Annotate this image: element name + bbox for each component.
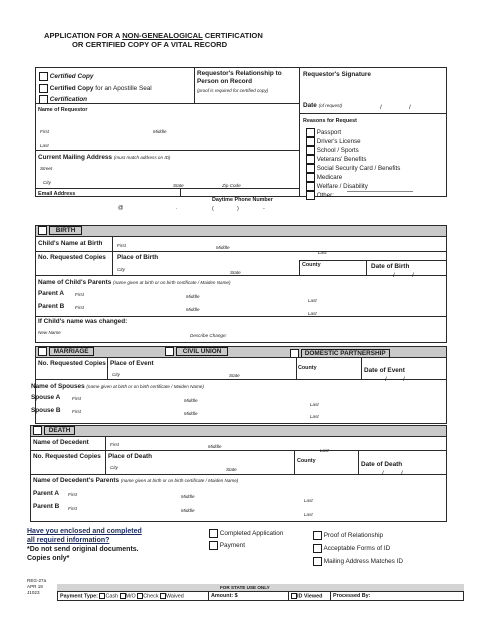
date-of-request: Date (of request) bbox=[303, 102, 343, 109]
birth-county-label: County bbox=[302, 262, 321, 268]
birth-city: City bbox=[117, 267, 125, 272]
name-changed-label: If Child's name was changed: bbox=[38, 318, 128, 325]
city-label: City bbox=[43, 180, 51, 185]
phone-open: ( bbox=[212, 206, 214, 212]
birth-parent-b-label: Parent B bbox=[38, 303, 65, 310]
marriage-county-label: County bbox=[298, 365, 317, 371]
state-use-label: FOR STATE USE ONLY bbox=[220, 585, 270, 590]
reason-welfare[interactable]: Welfare / Disability bbox=[306, 182, 400, 191]
option-certified-copy-apostille[interactable]: Certified Copy for an Apostille Seal bbox=[39, 84, 152, 93]
birth-num-copies-label: No. Requested Copies bbox=[38, 254, 106, 261]
date-of-death-label: Date of Death bbox=[361, 461, 403, 468]
birth-first: First bbox=[117, 243, 126, 248]
describe-change-label: Describe Change: bbox=[190, 333, 227, 338]
title-line1-suffix: CERTIFICATION bbox=[202, 31, 263, 40]
phone-dash: - bbox=[263, 206, 265, 212]
zip-label: Zip Code bbox=[222, 183, 241, 188]
processed-by-label: Processed By: bbox=[333, 593, 371, 599]
certification-checkbox[interactable] bbox=[39, 95, 48, 104]
reasons-label: Reasons for Request bbox=[303, 118, 357, 124]
email-at: @ bbox=[118, 205, 124, 211]
reason-medicare[interactable]: Medicare bbox=[306, 173, 400, 182]
birth-parents-label: Name of Child's Parents (name given at birth or on birth certificate / Maiden Name) bbox=[38, 279, 231, 286]
death-checkbox[interactable] bbox=[33, 426, 42, 435]
date-sep-1: / bbox=[380, 104, 382, 111]
childs-name-label: Child's Name at Birth bbox=[38, 240, 103, 247]
check-mailing-matches[interactable]: Mailing Address Matches ID bbox=[313, 557, 403, 566]
marriage-checkbox[interactable] bbox=[38, 347, 47, 356]
amount-label: Amount: $ bbox=[211, 593, 238, 599]
checklist-question: Have you enclosed and completed all required information? *Do not send original documents. Copies only* bbox=[27, 528, 142, 562]
check-proof-relationship[interactable]: Proof of Relationship bbox=[313, 531, 383, 540]
form-title bbox=[44, 31, 263, 40]
form-subtitle: OR CERTIFIED COPY OF A VITAL RECORD bbox=[72, 40, 228, 49]
signature-label: Requestor's Signature bbox=[303, 71, 371, 78]
civil-union-header[interactable]: CIVIL UNION bbox=[165, 347, 228, 356]
decedent-name-label: Name of Decedent bbox=[33, 439, 89, 446]
birth-checkbox[interactable] bbox=[38, 226, 47, 235]
email-dot: . bbox=[176, 205, 178, 211]
decedent-parents-label: Name of Decedent's Parents (name given at birth or on birth certificate / Maiden Name) bbox=[33, 477, 239, 484]
date-of-birth-label: Date of Birth bbox=[371, 263, 410, 270]
reason-school-sports[interactable]: School / Sports bbox=[306, 146, 400, 155]
place-of-event-label: Place of Event bbox=[110, 360, 154, 367]
date-of-event-label: Date of Event bbox=[364, 367, 405, 374]
death-num-copies-label: No. Requested Copies bbox=[33, 453, 101, 460]
reason-social-security[interactable]: Social Security Card / Benefits bbox=[306, 164, 400, 173]
apostille-checkbox[interactable] bbox=[39, 84, 48, 93]
payment-type: Payment Type: Cash M/O Check Waived bbox=[60, 593, 184, 600]
reason-other[interactable]: Other: bbox=[306, 191, 400, 200]
street-label: Street bbox=[40, 166, 53, 171]
place-of-death-label: Place of Death bbox=[108, 453, 153, 460]
death-header[interactable]: DEATH bbox=[33, 426, 75, 435]
birth-state: State bbox=[230, 270, 241, 275]
check-acceptable-id[interactable]: Acceptable Forms of ID bbox=[313, 544, 390, 553]
title-line1-prefix: APPLICATION FOR A bbox=[44, 31, 123, 40]
death-county-label: County bbox=[297, 458, 316, 464]
death-parent-b-label: Parent B bbox=[33, 503, 60, 510]
form-code: REG-27a APR 19 J1023 bbox=[27, 578, 47, 595]
date-sep-2: / bbox=[409, 104, 411, 111]
relationship-note: (proof is required for certified copy) bbox=[197, 88, 269, 93]
birth-middle: Middle bbox=[216, 245, 230, 250]
check-payment[interactable]: Payment bbox=[209, 541, 245, 550]
reasons-list bbox=[306, 128, 400, 200]
spouses-label: Name of Spouses (name given at birth or on birth certificate / Maiden Name) bbox=[31, 383, 204, 390]
name-of-requestor-label: Name of Requestor bbox=[38, 107, 88, 113]
state-label: State bbox=[173, 183, 184, 188]
reason-drivers-license[interactable]: Driver's License bbox=[306, 137, 400, 146]
marriage-num-copies-label: No. Requested Copies bbox=[38, 360, 106, 367]
reason-veterans[interactable]: Veterans' Benefits bbox=[306, 155, 400, 164]
requestor-first: First bbox=[40, 129, 49, 134]
check-completed-application[interactable]: Completed Application bbox=[209, 529, 283, 538]
civil-union-checkbox[interactable] bbox=[165, 347, 174, 356]
spouse-b-label: Spouse B bbox=[31, 407, 61, 414]
option-certified-copy[interactable]: Certified Copy bbox=[39, 72, 93, 81]
phone-close: ) bbox=[237, 206, 239, 212]
birth-header[interactable]: BIRTH bbox=[38, 226, 82, 235]
marriage-header[interactable]: MARRIAGE bbox=[38, 347, 94, 356]
death-parent-a-label: Parent A bbox=[33, 490, 60, 497]
requestor-middle: Middle bbox=[153, 129, 167, 134]
option-certification[interactable]: Certification bbox=[39, 95, 87, 104]
birth-last: Last bbox=[318, 250, 327, 255]
requestor-last: Last bbox=[40, 143, 49, 148]
new-name-label: New Name bbox=[38, 330, 61, 335]
relationship-label: Requestor's Relationship to Person on Record bbox=[197, 70, 282, 85]
birth-parent-a-label: Parent A bbox=[38, 290, 65, 297]
certified-copy-checkbox[interactable] bbox=[39, 72, 48, 81]
phone-label: Daytime Phone Number bbox=[212, 197, 273, 203]
reason-passport[interactable]: Passport bbox=[306, 128, 400, 137]
place-of-birth-label: Place of Birth bbox=[117, 254, 159, 261]
title-underlined: NON-GENEALOGICAL bbox=[122, 31, 203, 40]
mailing-address-label: Current Mailing Address (must match address on ID) bbox=[38, 154, 171, 161]
email-label: Email Address bbox=[38, 191, 76, 197]
id-viewed[interactable]: ID Viewed bbox=[291, 593, 322, 599]
spouse-a-label: Spouse A bbox=[31, 394, 61, 401]
domestic-partnership-header[interactable]: DOMESTIC PARTNERSHIP bbox=[290, 349, 390, 358]
